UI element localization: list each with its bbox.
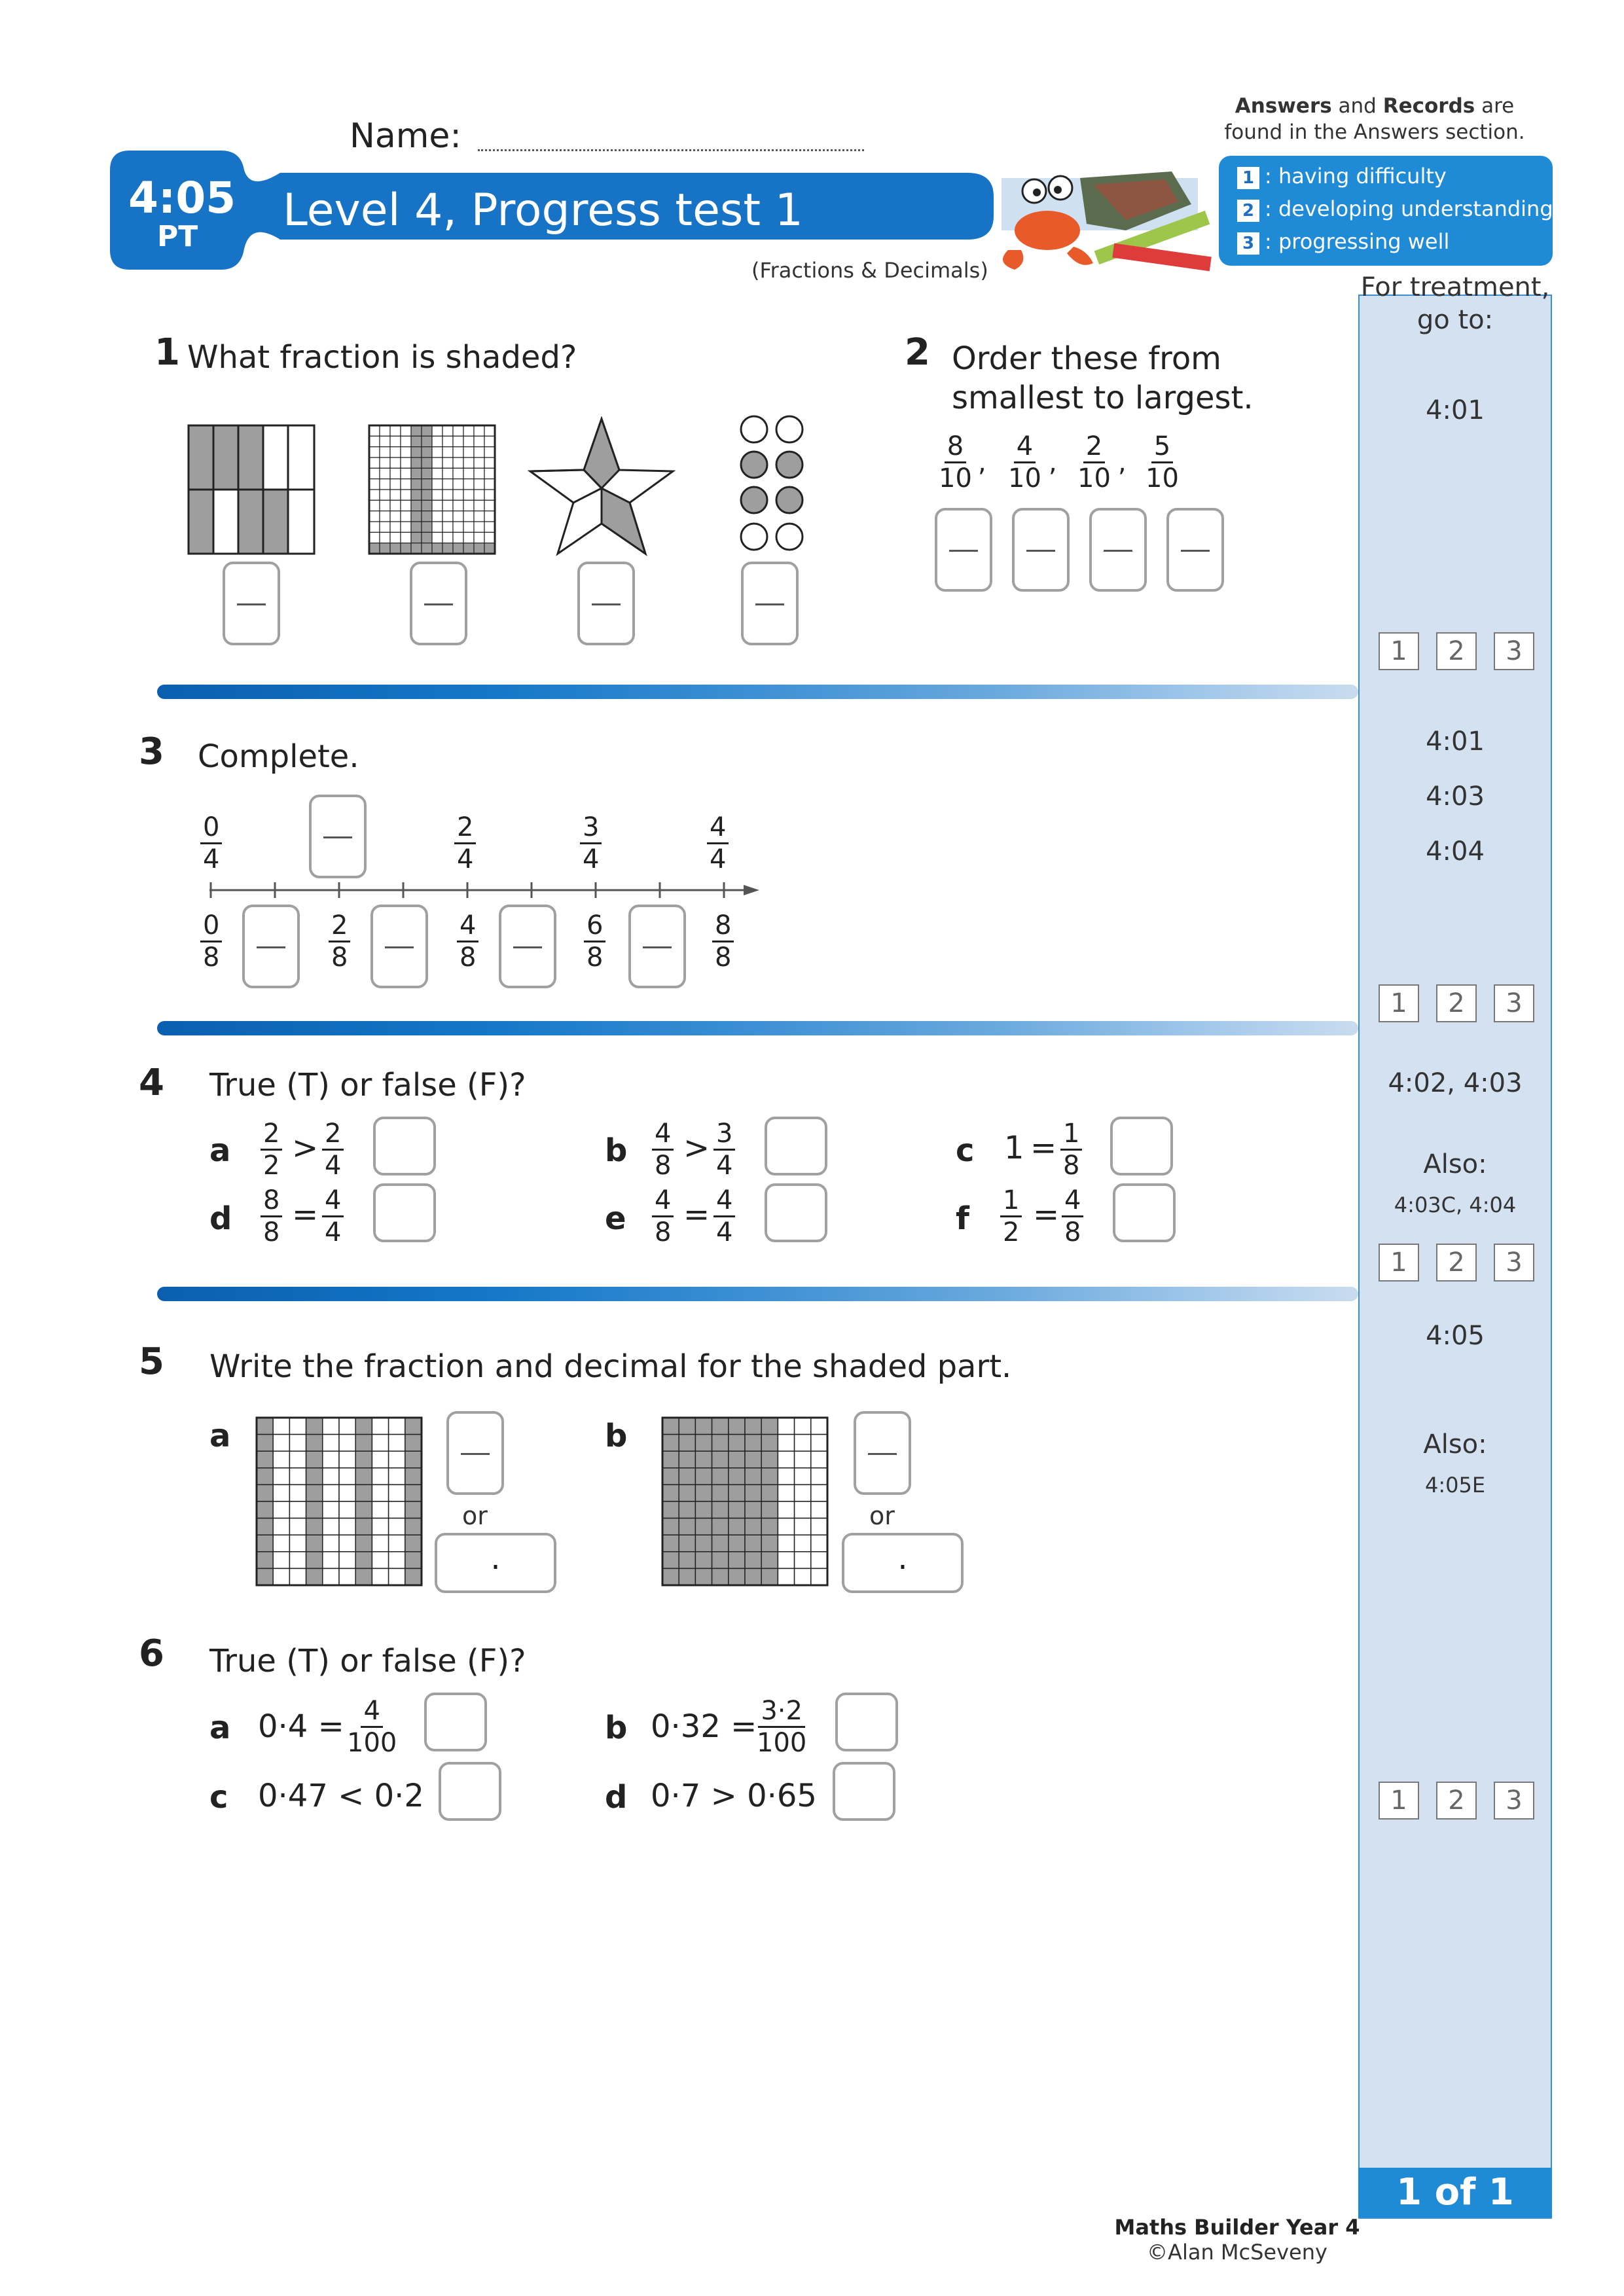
rating-2[interactable]: 2 [1436, 1244, 1477, 1282]
fraction-shape-circles [737, 412, 808, 556]
q4-operator: = [683, 1196, 710, 1233]
treatment-q5-also: Also: [1423, 1429, 1487, 1460]
q3-bottom-fraction: $\frac{4}{8}$ [457, 912, 478, 971]
lesson-code: 4:05 [128, 173, 236, 223]
q5-decimal-box[interactable] [435, 1533, 556, 1593]
q2-answer-box[interactable] [1012, 508, 1070, 592]
treatment-q4: 4:02, 4:03 [1388, 1068, 1523, 1098]
q4-answer-box[interactable] [373, 1183, 436, 1242]
q6-item-label: a [209, 1710, 231, 1746]
q5-or-text: or [869, 1501, 895, 1530]
page-title: Level 4, Progress test 1 [283, 185, 803, 236]
question-3-number: 3 [139, 730, 164, 773]
q4-fraction: $\frac{1}{2}$ [1000, 1187, 1022, 1246]
q3-top-fraction: $\frac{3}{4}$ [580, 814, 602, 872]
answers-note: Answers and Records are found in the Answers section. [1224, 94, 1525, 144]
rating-section-4 [1379, 1782, 1534, 1820]
question-1-text: What fraction is shaded? [187, 339, 577, 376]
q2-answer-box[interactable] [1089, 508, 1147, 592]
q5-fraction-box[interactable] [854, 1411, 911, 1495]
q2-fraction: $\frac{5}{10}$ [1146, 431, 1179, 493]
rating-1[interactable]: 1 [1379, 984, 1419, 1022]
q4-fraction: $\frac{2}{4}$ [322, 1121, 344, 1179]
q5-decimal-box[interactable] [842, 1533, 964, 1593]
q4-answer-box[interactable] [373, 1117, 436, 1175]
name-label: Name: [350, 117, 461, 156]
q1-answer-box[interactable] [577, 562, 635, 645]
question-4-text: True (T) or false (F)? [209, 1067, 526, 1103]
question-2-number: 2 [905, 331, 930, 374]
section-divider [157, 685, 1358, 699]
rating-2[interactable]: 2 [1436, 984, 1477, 1022]
q6-item-label: c [209, 1779, 228, 1816]
q4-operator: = [1030, 1130, 1057, 1166]
rating-1[interactable]: 1 [1379, 632, 1419, 670]
q3-bottom-answer-box[interactable] [628, 905, 686, 988]
q4-item-label: d [209, 1200, 232, 1237]
q4-operator: = [1033, 1196, 1060, 1233]
q6-answer-box[interactable] [424, 1693, 487, 1751]
q5-fraction-box[interactable] [446, 1411, 504, 1495]
q6-answer-box[interactable] [835, 1693, 898, 1751]
legend-item-1: 1 : having difficulty [1237, 164, 1447, 189]
rating-2[interactable]: 2 [1436, 632, 1477, 670]
q5-hundred-grid-a [255, 1416, 423, 1587]
q4-fraction: $\frac{4}{4}$ [322, 1187, 344, 1246]
legend-item-2: 2 : developing understanding [1237, 196, 1553, 222]
question-6-text: True (T) or false (F)? [209, 1643, 526, 1679]
section-divider [157, 1021, 1358, 1035]
q2-fraction: $\frac{8}{10}$ [939, 431, 972, 493]
treatment-q5: 4:05 [1426, 1321, 1485, 1351]
q4-answer-box[interactable] [765, 1117, 827, 1175]
fraction-shape-grid [368, 424, 496, 555]
q4-operator: > [292, 1130, 319, 1166]
decimal-point: . [897, 1540, 908, 1577]
q3-top-fraction: $\frac{0}{4}$ [200, 814, 222, 872]
q2-separator: , [978, 448, 986, 478]
q6-expression-left: 0·32 = [651, 1708, 757, 1745]
treatment-q5-also-value: 4:05E [1424, 1473, 1486, 1498]
q4-item-label: e [605, 1200, 626, 1237]
rating-section-1 [1379, 632, 1534, 670]
q4-operator: = [292, 1196, 319, 1233]
q4-fraction: $\frac{8}{8}$ [261, 1187, 282, 1246]
q6-expression: 0·7 > 0·65 [651, 1778, 817, 1814]
number-line [203, 877, 759, 903]
section-divider [157, 1287, 1358, 1301]
q4-answer-box[interactable] [765, 1183, 827, 1242]
q3-bottom-fraction: $\frac{6}{8}$ [584, 912, 605, 971]
q4-fraction: $\frac{3}{4}$ [713, 1121, 735, 1179]
q4-operator: > [683, 1130, 710, 1166]
rating-section-3 [1379, 1244, 1534, 1282]
decimal-point: . [490, 1540, 501, 1577]
question-6-number: 6 [139, 1632, 164, 1675]
q4-item-label: c [956, 1132, 975, 1169]
crab-mascot-icon [982, 152, 1224, 283]
q4-answer-box[interactable] [1110, 1117, 1173, 1175]
rating-3[interactable]: 3 [1494, 1782, 1534, 1820]
rating-3[interactable]: 3 [1494, 632, 1534, 670]
q4-fraction: $\frac{4}{8}$ [652, 1187, 674, 1246]
q1-answer-box[interactable] [410, 562, 467, 645]
q3-bottom-answer-box[interactable] [370, 905, 428, 988]
question-3-text: Complete. [198, 738, 359, 775]
treatment-q3b: 4:03 [1426, 781, 1485, 812]
question-4-number: 4 [139, 1062, 164, 1104]
fraction-shape-star [528, 416, 676, 556]
q6-expression: 0·47 < 0·2 [258, 1778, 424, 1814]
q2-separator: , [1118, 448, 1127, 478]
q6-fraction: $\frac{4}{100}$ [347, 1696, 397, 1758]
rating-1[interactable]: 1 [1379, 1782, 1419, 1820]
question-5-number: 5 [139, 1340, 164, 1383]
q4-item-label: f [956, 1200, 969, 1237]
q4-fraction: $\frac{4}{4}$ [713, 1187, 735, 1246]
page-indicator: 1 of 1 [1358, 2168, 1552, 2217]
q2-fraction: $\frac{2}{10}$ [1077, 431, 1111, 493]
q6-item-label: b [605, 1710, 628, 1746]
question-1-number: 1 [154, 331, 180, 374]
q6-answer-box[interactable] [439, 1762, 501, 1821]
q3-bottom-fraction: $\frac{0}{8}$ [200, 912, 222, 971]
rating-3[interactable]: 3 [1494, 984, 1534, 1022]
treatment-q4-also-value: 4:03C, 4:04 [1394, 1193, 1517, 1217]
q3-top-answer-box[interactable] [309, 795, 367, 878]
rating-section-2 [1379, 984, 1534, 1022]
fraction-shape-bars [187, 424, 316, 555]
footer [1113, 2215, 1362, 2265]
question-2-text: Order these from smallest to largest. [952, 340, 1254, 416]
q6-item-label: d [605, 1779, 628, 1816]
q5-item-label: b [605, 1418, 628, 1454]
q4-whole-number: 1 [1004, 1130, 1024, 1166]
sidebar-heading: For treatment, go to: [1360, 272, 1550, 335]
copyright: ©Alan McSeveny [1147, 2240, 1327, 2265]
q4-answer-box[interactable] [1113, 1183, 1176, 1242]
q5-item-label: a [209, 1418, 231, 1454]
q2-fraction: $\frac{4}{10}$ [1008, 431, 1041, 493]
q4-fraction: $\frac{4}{8}$ [1062, 1187, 1083, 1246]
q1-answer-box[interactable] [223, 562, 280, 645]
treatment-q4-also: Also: [1423, 1149, 1487, 1179]
q2-answer-box[interactable] [935, 508, 992, 592]
treatment-q3c: 4:04 [1426, 836, 1485, 867]
legend-item-3: 3 : progressing well [1237, 229, 1449, 255]
page-subtitle: (Fractions & Decimals) [751, 258, 988, 283]
q5-or-text: or [462, 1501, 488, 1530]
q3-bottom-fraction: $\frac{8}{8}$ [712, 912, 734, 971]
q2-answer-box[interactable] [1166, 508, 1224, 592]
lesson-code-sub: PT [157, 220, 198, 253]
q5-hundred-grid-b [661, 1416, 829, 1587]
q4-fraction: $\frac{4}{8}$ [652, 1121, 674, 1179]
q3-bottom-answer-box[interactable] [242, 905, 300, 988]
q3-top-fraction: $\frac{2}{4}$ [454, 814, 476, 872]
treatment-q3a: 4:01 [1426, 726, 1485, 757]
q4-fraction: $\frac{1}{8}$ [1060, 1121, 1082, 1179]
q4-item-label: a [209, 1132, 231, 1169]
q2-separator: , [1049, 448, 1057, 478]
rating-2[interactable]: 2 [1436, 1782, 1477, 1820]
q6-expression-left: 0·4 = [258, 1708, 344, 1745]
book-title: Maths Builder Year 4 [1114, 2215, 1360, 2240]
rating-3[interactable]: 3 [1494, 1244, 1534, 1282]
q6-answer-box[interactable] [833, 1762, 895, 1821]
treatment-q1: 4:01 [1426, 395, 1485, 425]
question-5-text: Write the fraction and decimal for the shaded part. [209, 1348, 1012, 1385]
q3-bottom-answer-box[interactable] [499, 905, 556, 988]
q3-bottom-fraction: $\frac{2}{8}$ [329, 912, 350, 971]
q6-fraction: $\frac{3\cdot 2}{100}$ [757, 1696, 807, 1758]
q4-fraction: $\frac{2}{2}$ [261, 1121, 282, 1179]
q4-item-label: b [605, 1132, 628, 1169]
rating-1[interactable]: 1 [1379, 1244, 1419, 1282]
q1-answer-box[interactable] [741, 562, 799, 645]
q3-top-fraction: $\frac{4}{4}$ [707, 814, 729, 872]
